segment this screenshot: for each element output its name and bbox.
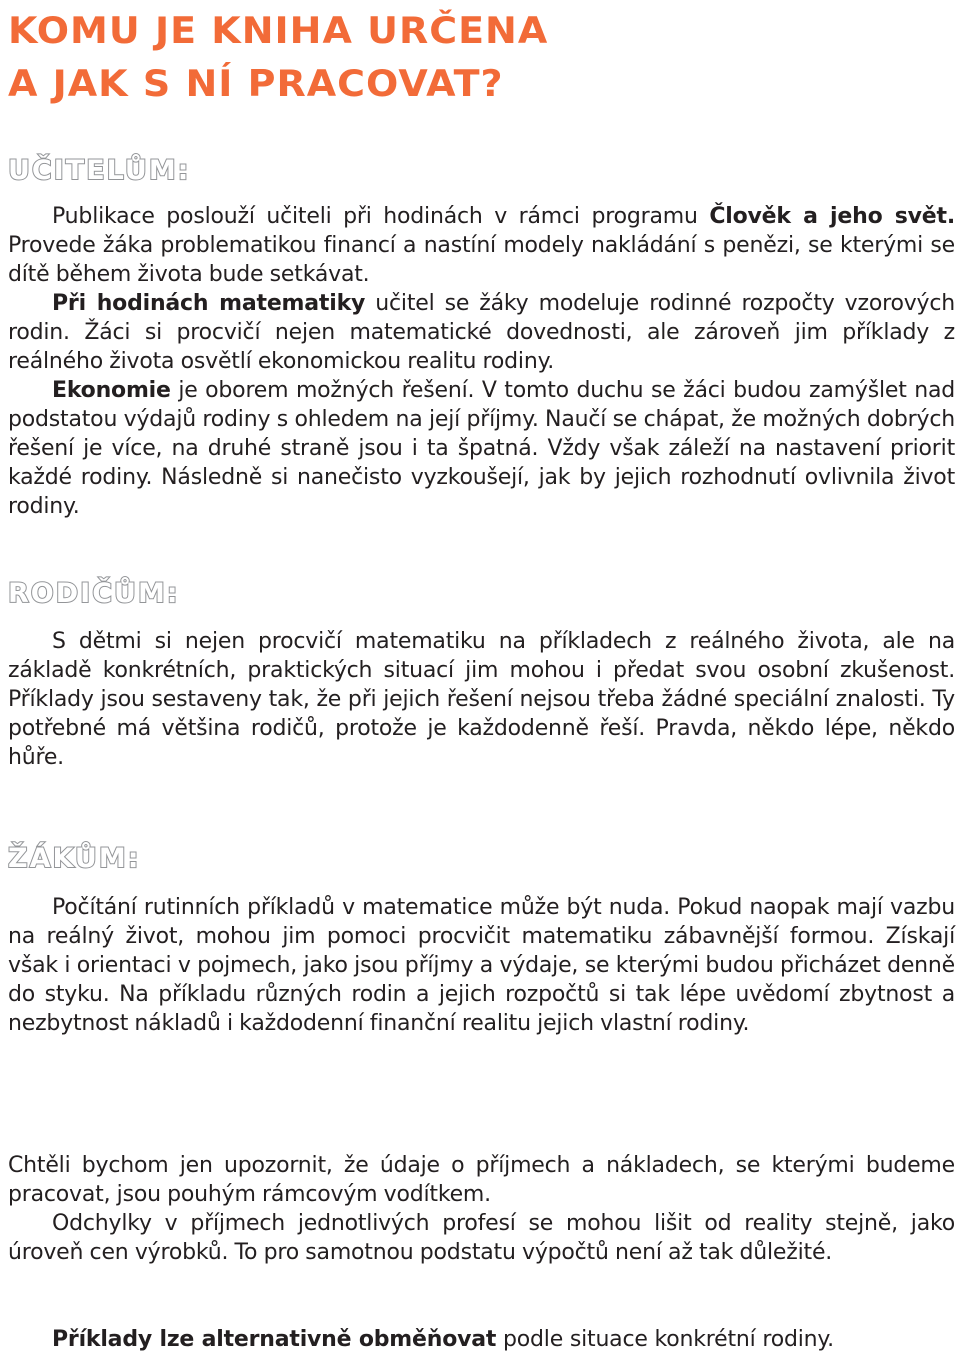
- heading-rodicum: RODIČŮM:: [8, 578, 180, 609]
- bold-run: Ekonomie: [52, 378, 171, 403]
- text-run: učitel se žáky modeluje rodinné rozpočty vzorových rodin. Žáci si procvičí nejen matematické dovednosti, ale zároveň jim příklady z reálného života osvětlí ekonomickou realitu rodiny.: [8, 291, 956, 374]
- heading-zakum: ŽÁKŮM:: [8, 843, 141, 874]
- bold-run: Při hodinách matematiky: [52, 291, 366, 316]
- closing-note-text: podle situace konkrétní rodiny.: [496, 1327, 834, 1352]
- page-title-line-2: A JAK S NÍ PRACOVAT?: [8, 62, 504, 105]
- paragraph-ucitelum-1: [8, 202, 955, 289]
- paragraph-zakum-1: Počítání rutinních příkladů v matematice může být nuda. Pokud naopak mají vazbu na reálný život, mohou jim pomoci procvičit matematiku zábavnější formou. Získají však i orientaci v pojmech, jako jsou příjmy a výdaje, se kterými budou přicházet denně do styku. Na příkladu různých rodin a jejich rozpočtů si tak lépe uvědomí zbytnost a nezbytnost nákladů i každodenní finanční realitu jejich vlastní rodiny.: [8, 895, 955, 1036]
- closing-note: [52, 1325, 834, 1355]
- text-run: Publikace poslouží učiteli při hodinách v rámci programu: [52, 204, 710, 229]
- paragraph-rodicum-1: S dětmi si nejen procvičí matematiku na příkladech z reálného života, ale na základě konkrétních, praktických situací jim mohou i předat svou osobní zkušenost. Příklady jsou sestaveny tak, že při jejich řešení nejsou třeba žádné speciální znalosti. Ty potřebné má většina rodičů, protože je každodenně řeší. Pravda, někdo lépe, někdo hůře.: [8, 629, 955, 770]
- text-run: je oborem možných řešení. V tomto duchu se žáci budou zamýšlet nad podstatou výdajů rodiny s ohledem na její příjmy. Naučí se chápat, že možných dobrých řešení je více, na druhé straně jsou i ta špatná. Vždy však záleží na nastavení priorit každé rodiny. Následně si nanečisto vyzkoušejí, jak by jejich rozhodnutí ovlivnila život rodiny.: [8, 378, 955, 519]
- section-rodicum-body: [8, 627, 955, 772]
- paragraph-footer-2: Odchylky v příjmech jednotlivých profesí se mohou lišit od reality stejně, jako úroveň cen výrobků. To pro samotnou podstatu výpočtů není až tak důležité.: [8, 1211, 955, 1265]
- heading-ucitelum: UČITELŮM:: [8, 155, 191, 186]
- page-title: [8, 4, 548, 110]
- bold-run: Člověk a jeho svět.: [709, 204, 956, 229]
- page-title-line-1: KOMU JE KNIHA URČENA: [8, 9, 549, 52]
- text-run: Provede žáka problematikou financí a nastíní modely nakládání s penězi, se kterými se dítě během života bude setkávat.: [8, 233, 955, 287]
- section-ucitelum-body: [8, 202, 955, 521]
- closing-note-bold: Příklady lze alternativně obměňovat: [52, 1327, 497, 1352]
- section-zakum-body: [8, 893, 955, 1038]
- paragraph-footer-1: Chtěli bychom jen upozornit, že údaje o příjmech a nákladech, se kterými budeme pracovat, jsou pouhým rámcovým vodítkem.: [8, 1153, 955, 1207]
- paragraph-ucitelum-2: [8, 289, 955, 376]
- footer-notes: [8, 1151, 955, 1267]
- paragraph-ucitelum-3: [8, 376, 955, 521]
